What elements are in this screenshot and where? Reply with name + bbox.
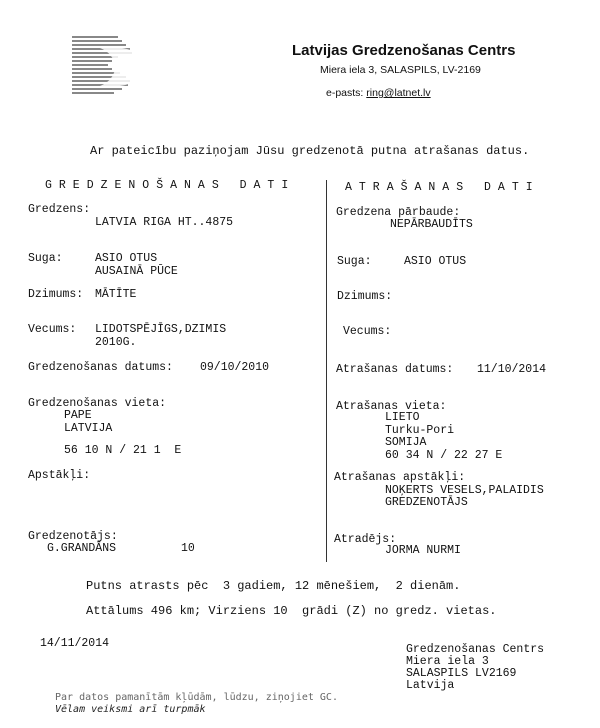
ring-label: Gredzens: (28, 203, 91, 216)
finder-label: Atradējs: (334, 533, 397, 546)
ringing-date-label: Gredzenošanas datums: (28, 361, 173, 374)
ringing-coords: 56 10 N / 21 1 E (64, 444, 182, 457)
find-age-label: Vecums: (343, 325, 392, 338)
intro-text: Ar pateicību paziņojam Jūsu gredzenotā putna atrašanas datus. (90, 144, 530, 158)
org-name: Latvijas Gredzenošanas Centrs (292, 42, 516, 59)
email-line (326, 87, 431, 99)
find-circumstances-line1: NOĶERTS VESELS,PALAIDIS (385, 484, 544, 497)
column-divider (326, 180, 327, 562)
footer-org-line2: Miera iela 3 (406, 655, 489, 668)
species-line2: AUSAINĀ PŪCE (95, 265, 178, 278)
ringing-place-line1: PAPE (64, 409, 92, 422)
distance-text: Attālums 496 km; Virziens 10 grādi (Z) no gredz. vietas. (86, 604, 497, 618)
org-address: Miera iela 3, SALASPILS, LV-2169 (320, 64, 481, 76)
find-date-value: 11/10/2014 (477, 363, 547, 376)
find-place-line1: LIETO (385, 411, 420, 424)
sex-value: MĀTĪTE (95, 288, 137, 301)
footer-org-line4: Latvija (406, 679, 455, 692)
errors-note: Par datos pamanītām kļūdām, lūdzu, ziņojiet GC. (55, 692, 338, 703)
find-place-line2: Turku-Pori (385, 424, 455, 437)
species-line1: ASIO OTUS (95, 252, 158, 265)
email-label: e-pasts: (326, 87, 364, 99)
find-circumstances-line2: GREDZENOTĀJS (385, 496, 468, 509)
circumstances-label: Apstākļi: (28, 469, 91, 482)
footer-org-line1: Gredzenošanas Centrs (406, 643, 545, 656)
ringer-code: 10 (181, 542, 195, 555)
ringing-place-label: Gredzenošanas vieta: (28, 397, 167, 410)
age-line1: LIDOTSPĒJĪGS,DZIMIS (95, 323, 227, 336)
right-heading: ATRAŠANAS DATI (345, 181, 540, 194)
find-circumstances-label: Atrašanas apstākļi: (334, 471, 466, 484)
find-coords: 60 34 N / 22 27 E (385, 449, 503, 462)
left-heading: GREDZENOŠANAS DATI (45, 179, 296, 192)
find-sex-label: Dzimums: (337, 290, 393, 303)
footer-org-line3: SALASPILS LV2169 (406, 667, 517, 680)
species-label: Suga: (28, 252, 63, 265)
ringer-name: G.GRANDĀNS (47, 542, 117, 555)
email-link[interactable]: ring@latnet.lv (366, 87, 431, 99)
found-after-text: Putns atrasts pēc 3 gadiem, 12 mēnešiem, 2 dienām. (86, 579, 461, 593)
find-species-value: ASIO OTUS (404, 255, 467, 268)
find-place-label: Atrašanas vieta: (336, 400, 447, 413)
find-date-label: Atrašanas datums: (336, 363, 454, 376)
logo-image (70, 34, 154, 100)
letter-date: 14/11/2014 (40, 637, 110, 650)
find-place-line3: SOMIJA (385, 436, 427, 449)
age-line2: 2010G. (95, 336, 137, 349)
sex-label: Dzimums: (28, 288, 84, 301)
ringer-label: Gredzenotājs: (28, 530, 118, 543)
ringing-date-value: 09/10/2010 (200, 361, 270, 374)
ring-check-value: NEPĀRBAUDĪTS (390, 218, 473, 231)
finder-name: JORMA NURMI (385, 544, 461, 557)
ringing-place-line2: LATVIJA (64, 422, 113, 435)
find-species-label: Suga: (337, 255, 372, 268)
ring-value: LATVIA RIGA HT..4875 (95, 216, 234, 229)
wish-note: Vēlam veiksmi arī turpmāk (55, 704, 206, 715)
ring-check-label: Gredzena pārbaude: (336, 206, 461, 219)
age-label: Vecums: (28, 323, 77, 336)
